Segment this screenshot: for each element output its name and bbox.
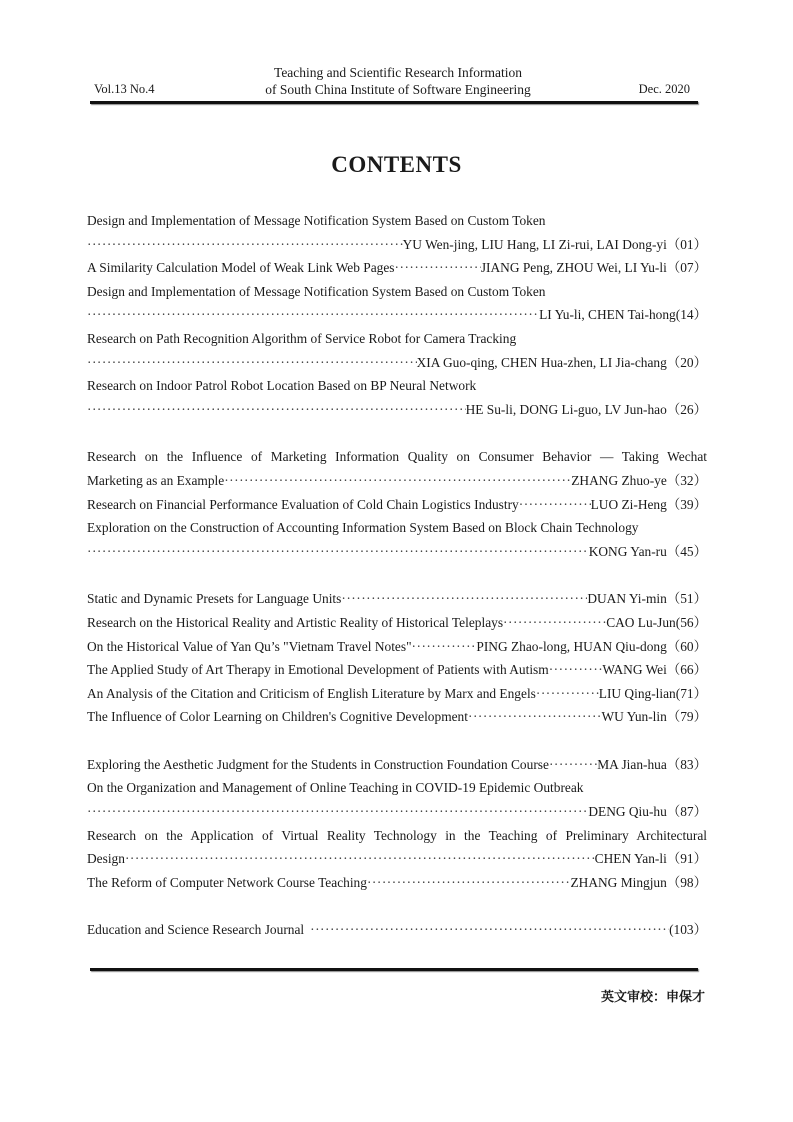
toc-entry-leader[interactable] [87, 303, 707, 327]
toc-entry[interactable] [87, 753, 707, 777]
entry-authors: MA Jian-hua [597, 756, 667, 772]
entry-page: （79） [666, 709, 707, 725]
dot-leader [87, 398, 466, 422]
dot-leader [125, 847, 595, 871]
toc-entry[interactable] [87, 705, 707, 729]
entry-title: On the Historical Value of Yan Qu’s "Vietnam Travel Notes" [87, 638, 412, 654]
toc-entry[interactable] [87, 918, 707, 942]
toc-entry-leader[interactable] [87, 351, 707, 375]
toc-entry-leader[interactable] [87, 469, 707, 493]
toc-entry-title[interactable] [87, 209, 707, 233]
section-gap [87, 421, 707, 445]
entry-page: （45） [666, 543, 707, 559]
entry-title-continued: Design [87, 851, 125, 867]
entry-page: （32） [666, 472, 707, 488]
toc-entry-leader[interactable] [87, 398, 707, 422]
entry-title: Design and Implementation of Message Notification System Based on Custom Token [87, 283, 546, 299]
entry-title: Education and Science Research Journal [87, 922, 305, 938]
toc-entry-title[interactable] [87, 280, 707, 304]
entry-page: （98） [666, 874, 707, 890]
entry-authors: CAO Lu-Jun [606, 614, 676, 630]
volume-issue: Vol.13 No.4 [94, 82, 155, 96]
dot-leader [87, 303, 539, 327]
section-gap [87, 894, 707, 918]
entry-title: Static and Dynamic Presets for Language Units [87, 591, 342, 607]
toc-entry-leader[interactable] [87, 540, 707, 564]
journal-title [88, 64, 708, 98]
entry-page: （01） [666, 236, 707, 252]
dot-leader [87, 351, 417, 375]
entry-page: （66） [666, 662, 707, 678]
entry-authors: WANG Wei [602, 662, 667, 678]
entry-page: （39） [666, 496, 707, 512]
dot-leader [341, 587, 587, 611]
entry-authors: LUO Zi-Heng [590, 496, 667, 512]
header-rule [90, 101, 698, 104]
dot-leader [395, 256, 481, 280]
entry-authors: HE Su-li, DONG Li-guo, LV Jun-hao [465, 401, 667, 417]
entry-title: A Similarity Calculation Model of Weak Link Web Pages [87, 260, 395, 276]
entry-title: An Analysis of the Citation and Criticism of English Literature by Marx and Engels [87, 685, 536, 701]
toc-entry-title[interactable] [87, 776, 707, 800]
dot-leader [310, 918, 669, 942]
entry-authors: PING Zhao-long, HUAN Qiu-dong [476, 638, 667, 654]
toc-entry[interactable] [87, 493, 707, 517]
entry-title: The Reform of Computer Network Course Teaching [87, 874, 367, 890]
toc-entry-title[interactable] [87, 374, 707, 398]
page-title: CONTENTS [331, 152, 462, 177]
toc-entry-leader[interactable] [87, 233, 707, 257]
english-reviewer: 英文审校：申保才 [600, 990, 705, 1005]
entry-authors: ZHANG Mingjun [570, 874, 667, 890]
entry-page: （87） [666, 804, 707, 820]
entry-page: （83） [666, 756, 707, 772]
dot-leader [87, 800, 588, 824]
entry-title: Research on Path Recognition Algorithm of Service Robot for Camera Tracking [87, 330, 517, 346]
entry-authors: KONG Yan-ru [588, 543, 667, 559]
entry-title: Research on the Influence of Marketing Information Quality on Consumer Behavior — Taking Wechat [87, 449, 707, 465]
dot-leader [549, 753, 597, 777]
toc-entry[interactable] [87, 611, 707, 635]
entry-page: (71） [675, 685, 707, 701]
dot-leader [519, 493, 591, 517]
entry-title: The Influence of Color Learning on Children's Cognitive Development [87, 709, 468, 725]
issue-date: Dec. 2020 [638, 82, 690, 96]
entry-authors: XIA Guo-qing, CHEN Hua-zhen, LI Jia-chang [416, 354, 667, 370]
entry-page: (103） [669, 922, 707, 938]
toc-entry[interactable] [87, 635, 707, 659]
entry-page: （51） [666, 591, 707, 607]
dot-leader [87, 233, 403, 257]
entry-page: （07） [666, 260, 707, 276]
entry-authors: YU Wen-jing, LIU Hang, LI Zi-rui, LAI Dong-yi [402, 236, 667, 252]
entry-page: (14） [675, 307, 707, 323]
section-gap [87, 563, 707, 587]
entry-authors: JIANG Peng, ZHOU Wei, LI Yu-li [480, 260, 667, 276]
entry-authors: DENG Qiu-hu [588, 804, 667, 820]
entry-page: （26） [666, 401, 707, 417]
entry-page: （91） [666, 851, 707, 867]
toc-entry-leader[interactable] [87, 800, 707, 824]
entry-title: The Applied Study of Art Therapy in Emotional Development of Patients with Autism [87, 662, 549, 678]
entry-authors: CHEN Yan-li [594, 851, 667, 867]
running-header [88, 64, 708, 104]
entry-title-continued: Marketing as an Example [87, 472, 225, 488]
entry-title: Research on the Application of Virtual Reality Technology in the Teaching of Preliminary Architectural [87, 827, 707, 843]
footer-rule [90, 968, 698, 971]
toc-entry[interactable] [87, 871, 707, 895]
toc-entry[interactable] [87, 658, 707, 682]
dot-leader [468, 705, 602, 729]
entry-title: Research on Indoor Patrol Robot Location Based on BP Neural Network [87, 378, 477, 394]
entry-title: Research on the Historical Reality and Artistic Reality of Historical Teleplays [87, 614, 504, 630]
entry-title: On the Organization and Management of Online Teaching in COVID-19 Epidemic Outbreak [87, 780, 584, 796]
entry-authors: LIU Qing-lian [598, 685, 676, 701]
entry-title: Exploring the Aesthetic Judgment for the Students in Construction Foundation Course [87, 756, 549, 772]
entry-authors: DUAN Yi-min [587, 591, 667, 607]
dot-leader [87, 540, 589, 564]
journal-title-line1: Teaching and Scientific Research Information [274, 65, 522, 80]
table-of-contents [87, 209, 707, 942]
entry-page: (56） [675, 614, 707, 630]
toc-entry-title[interactable] [87, 516, 707, 540]
toc-entry[interactable] [87, 682, 707, 706]
journal-title-line2: of South China Institute of Software Engineering [265, 82, 531, 97]
dot-leader [412, 635, 477, 659]
section-gap [87, 729, 707, 753]
toc-entry-leader[interactable] [87, 847, 707, 871]
dot-leader [224, 469, 571, 493]
dot-leader [536, 682, 599, 706]
entry-title: Design and Implementation of Message Notification System Based on Custom Token [87, 213, 546, 228]
entry-title: Research on Financial Performance Evaluation of Cold Chain Logistics Industry [87, 496, 519, 512]
dot-leader [549, 658, 603, 682]
toc-entry-title[interactable] [87, 327, 707, 351]
toc-entry-title[interactable] [87, 445, 707, 469]
dot-leader [503, 611, 606, 635]
entry-page: （60） [666, 638, 707, 654]
toc-entry[interactable] [87, 256, 707, 280]
entry-authors: WU Yun-lin [601, 709, 667, 725]
toc-entry[interactable] [87, 587, 707, 611]
entry-authors: LI Yu-li, CHEN Tai-hong [539, 307, 676, 323]
toc-entry-title[interactable] [87, 824, 707, 848]
entry-title: Exploration on the Construction of Accounting Information System Based on Block Chain Technology [87, 520, 639, 536]
dot-leader [367, 871, 571, 895]
entry-authors: ZHANG Zhuo-ye [571, 472, 667, 488]
entry-page: （20） [666, 354, 707, 370]
